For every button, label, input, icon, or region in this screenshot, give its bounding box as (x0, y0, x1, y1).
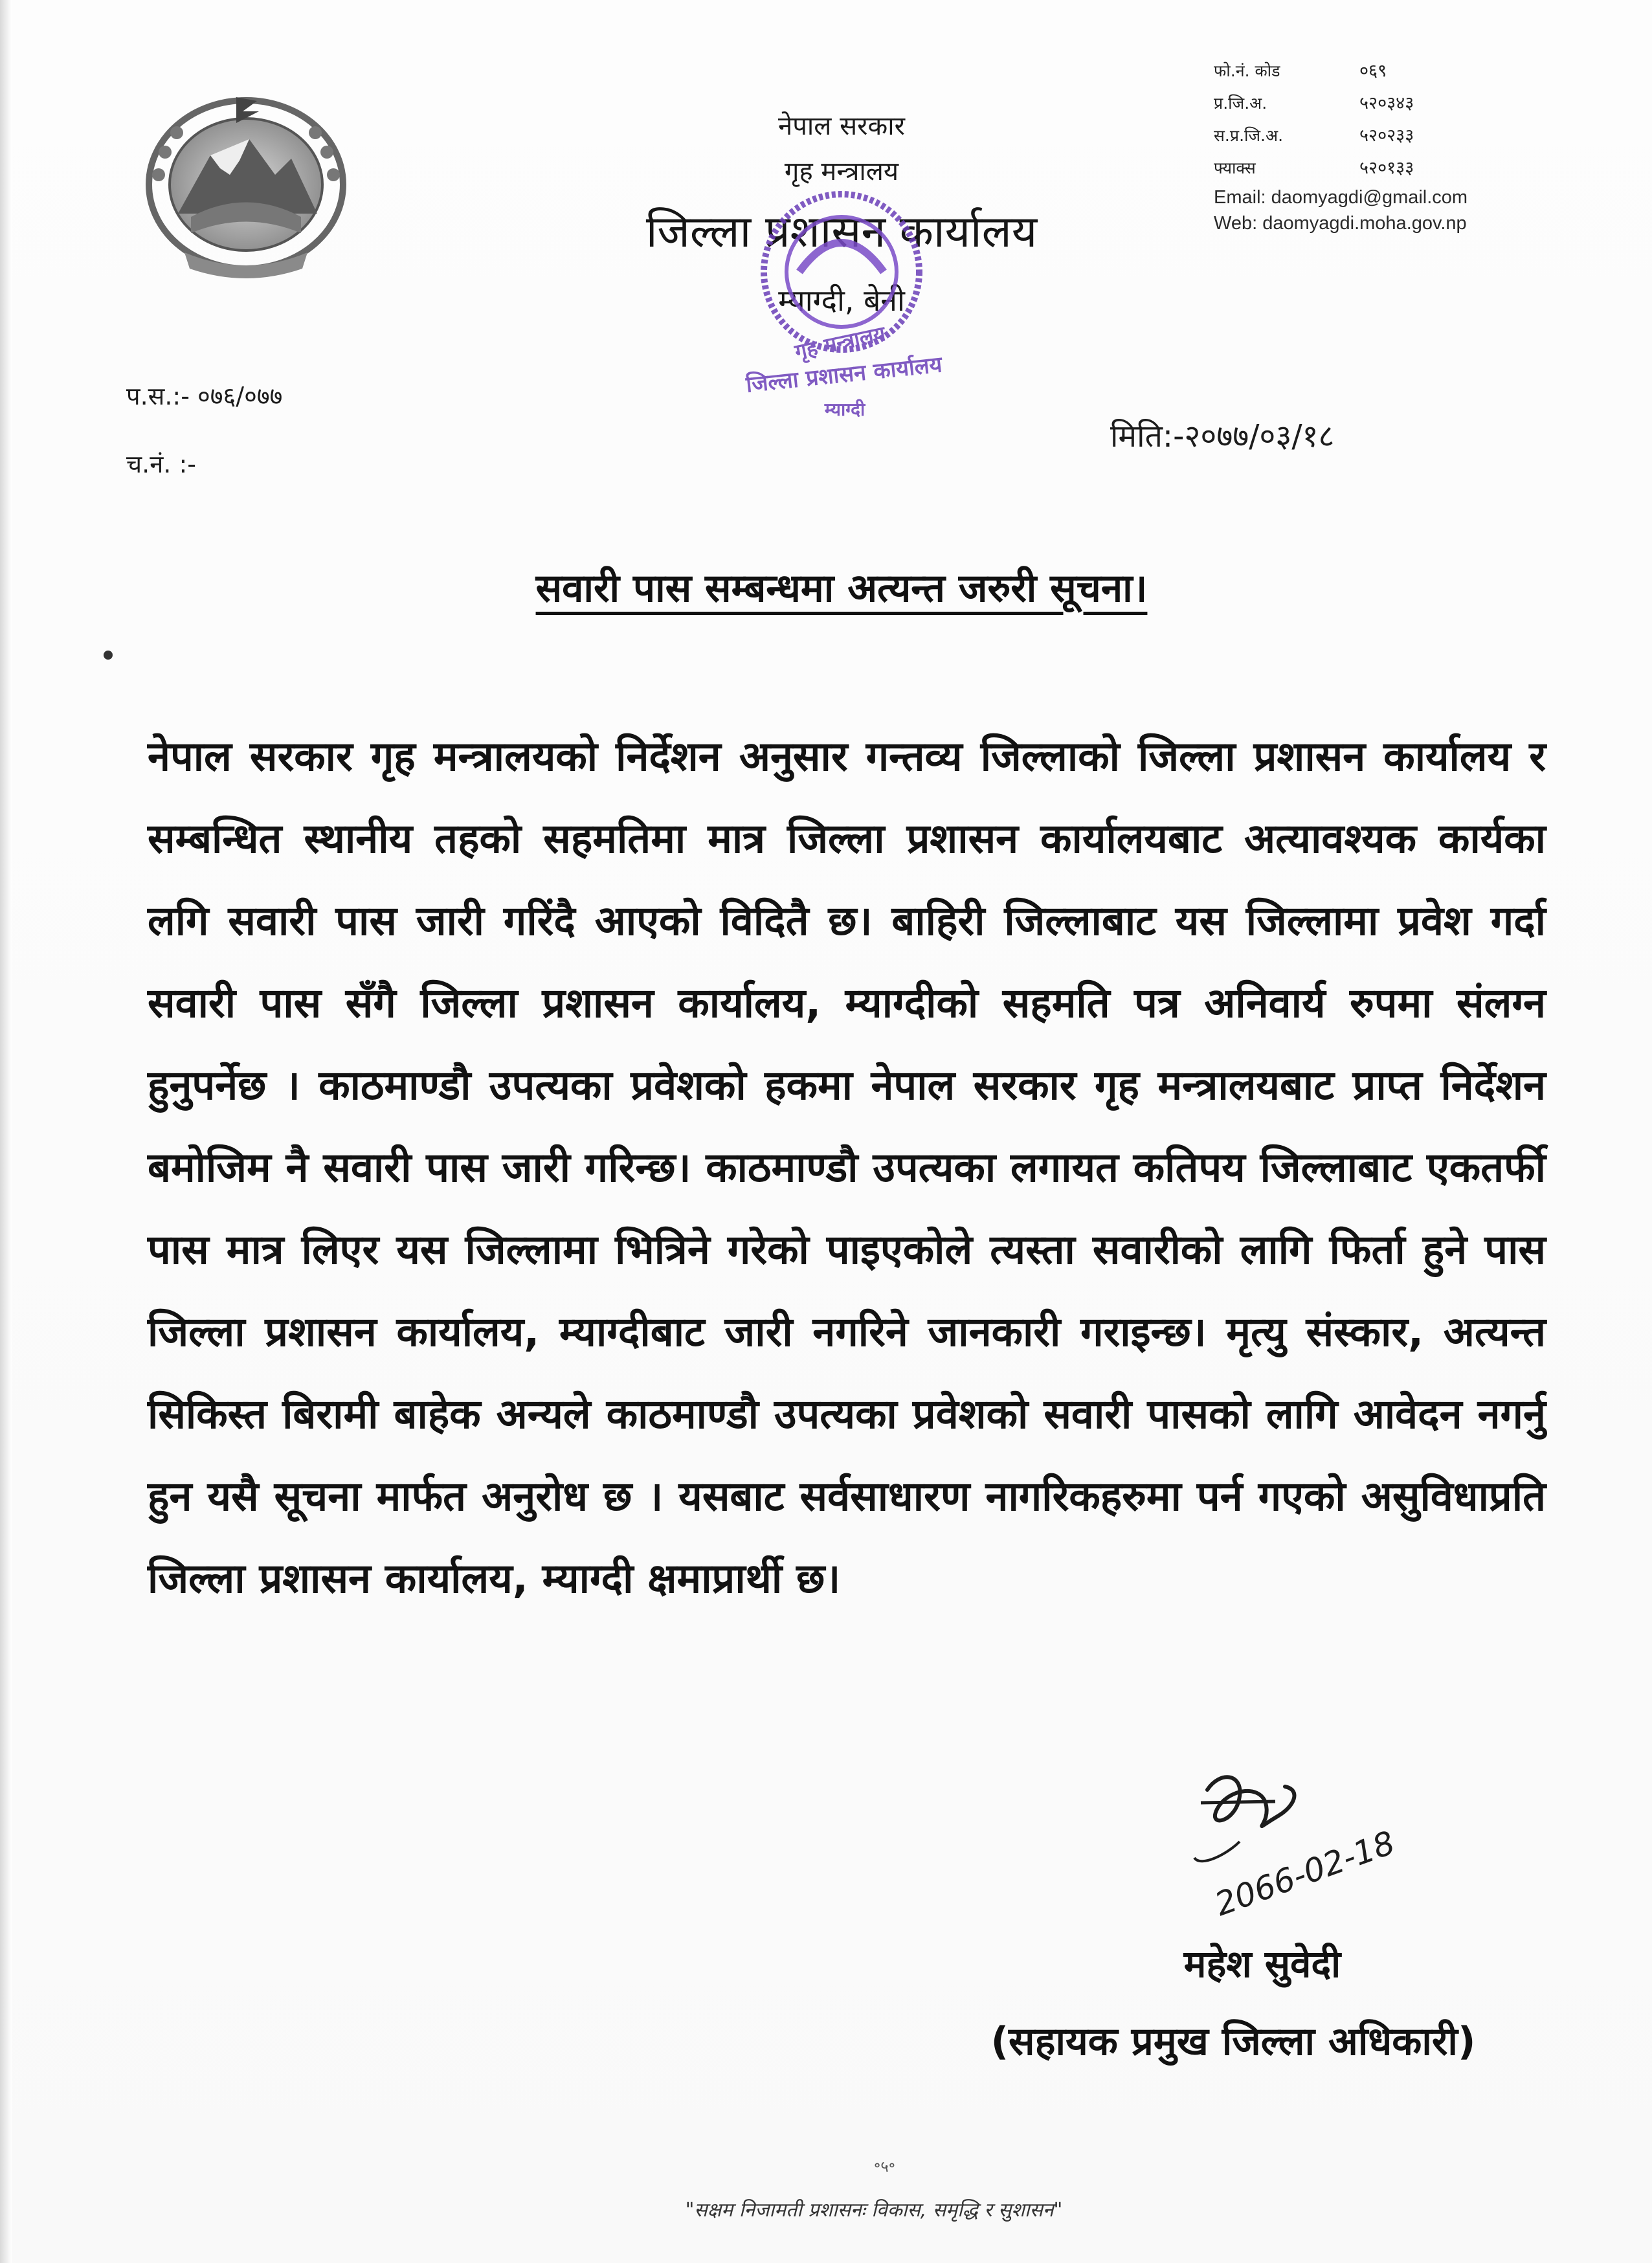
contact-value: ०६९ (1359, 61, 1387, 81)
government-name: नेपाल सरकार (778, 111, 905, 141)
handwritten-signature (1181, 1764, 1486, 1932)
office-location: म्याग्दी, बेनी (778, 283, 905, 318)
contact-row (1214, 87, 1576, 120)
scan-edge-shadow (0, 0, 12, 2263)
signature-date: 2066-02-18 (1210, 1823, 1400, 1924)
stamp-line-3: म्याग्दी (824, 399, 865, 420)
ministry-name: गृह मन्त्रालय (784, 157, 899, 186)
contact-label: फ्याक्स (1214, 159, 1256, 177)
contact-value: ५२०१३३ (1359, 158, 1414, 178)
scan-speck (104, 651, 113, 660)
contact-label: प्र.जि.अ. (1214, 94, 1267, 113)
contact-web: Web: daomyagdi.moha.gov.np (1214, 213, 1467, 234)
footer-motto: "सक्षम निजामती प्रशासनः विकास, समृद्धि र सुशासन" (685, 2199, 1063, 2222)
contact-block (1214, 55, 1576, 236)
dispatch-number: च.नं. :- (126, 450, 196, 478)
notice-body: नेपाल सरकार गृह मन्त्रालयको निर्देशन अनुसार गन्तव्य जिल्लाको जिल्ला प्रशासन कार्यालय र सम्बन्धित स्थानीय तहको सहमतिमा मात्र जिल्ला प्रशासन कार्यालयबाट अत्यावश्यक कार्यका लगि सवारी पास जारी गरिंदै आएको विदितै छ। बाहिरी जिल्लाबाट यस जिल्लामा प्रवेश गर्दा सवारी पास सँगै जिल्ला प्रशासन कार्यालय, म्याग्दीको सहमति पत्र अनिवार्य रुपमा संलग्न हुनुपर्नेछ । काठमाण्डौ उपत्यका प्रवेशको हकमा नेपाल सरकार गृह मन्त्रालयबाट प्राप्त निर्देशन बमोजिम नै सवारी पास जारी गरिन्छ। काठमाण्डौ उपत्यका लगायत कतिपय जिल्लाबाट एकतर्फी पास मात्र लिएर यस जिल्लामा भित्रिने गरेको पाइएकोले त्यस्ता सवारीको लागि फिर्ता हुने पास जिल्ला प्रशासन कार्यालय, म्याग्दीबाट जारी नगरिने जानकारी गराइन्छ। मृत्यु संस्कार, अत्यन्त सिकिस्त बिरामी बाहेक अन्यले काठमाण्डौ उपत्यका प्रवेशको सवारी पासको लागि आवेदन नगर्नु हुन यसै सूचना मार्फत अनुरोध छ । यसबाट सर्वसाधारण नागरिकहरुमा पर्न गएको असुविधाप्रति जिल्ला प्रशासन कार्यालय, म्याग्दी क्षमाप्रार्थी छ। (148, 733, 1546, 1602)
stamp-line-2: जिल्ला प्रशासन कार्यालय (744, 351, 944, 398)
stamp-line-1: गृह मन्त्रालय (792, 320, 888, 364)
notice-subject: सवारी पास सम्बन्धमा अत्यन्त जरुरी सूचना। (535, 566, 1148, 611)
footer-mark: ॰५॰ (874, 2157, 895, 2176)
office-stamp (715, 175, 968, 447)
contact-label: फो.नं. कोड (1214, 61, 1280, 80)
letter-reference-number: प.स.:- ०७६/०७७ (126, 382, 283, 410)
nepal-emblem-icon (133, 78, 359, 285)
signer-title: (सहायक प्रमुख जिल्ला अधिकारी) (990, 2019, 1476, 2064)
contact-row (1214, 55, 1576, 87)
contact-email: Email: daomyagdi@gmail.com (1214, 187, 1468, 208)
signer-name: महेश सुवेदी (1183, 1942, 1341, 1986)
contact-row (1214, 152, 1576, 184)
letter-date: मिति:-२०७७/०३/१८ (1110, 418, 1335, 454)
contact-value: ५२०३४३ (1359, 93, 1414, 113)
contact-row (1214, 120, 1576, 152)
office-title: जिल्ला प्रशासन कार्यालय (645, 206, 1038, 258)
contact-value: ५२०२३३ (1359, 126, 1414, 146)
contact-label: स.प्र.जि.अ. (1214, 126, 1284, 145)
